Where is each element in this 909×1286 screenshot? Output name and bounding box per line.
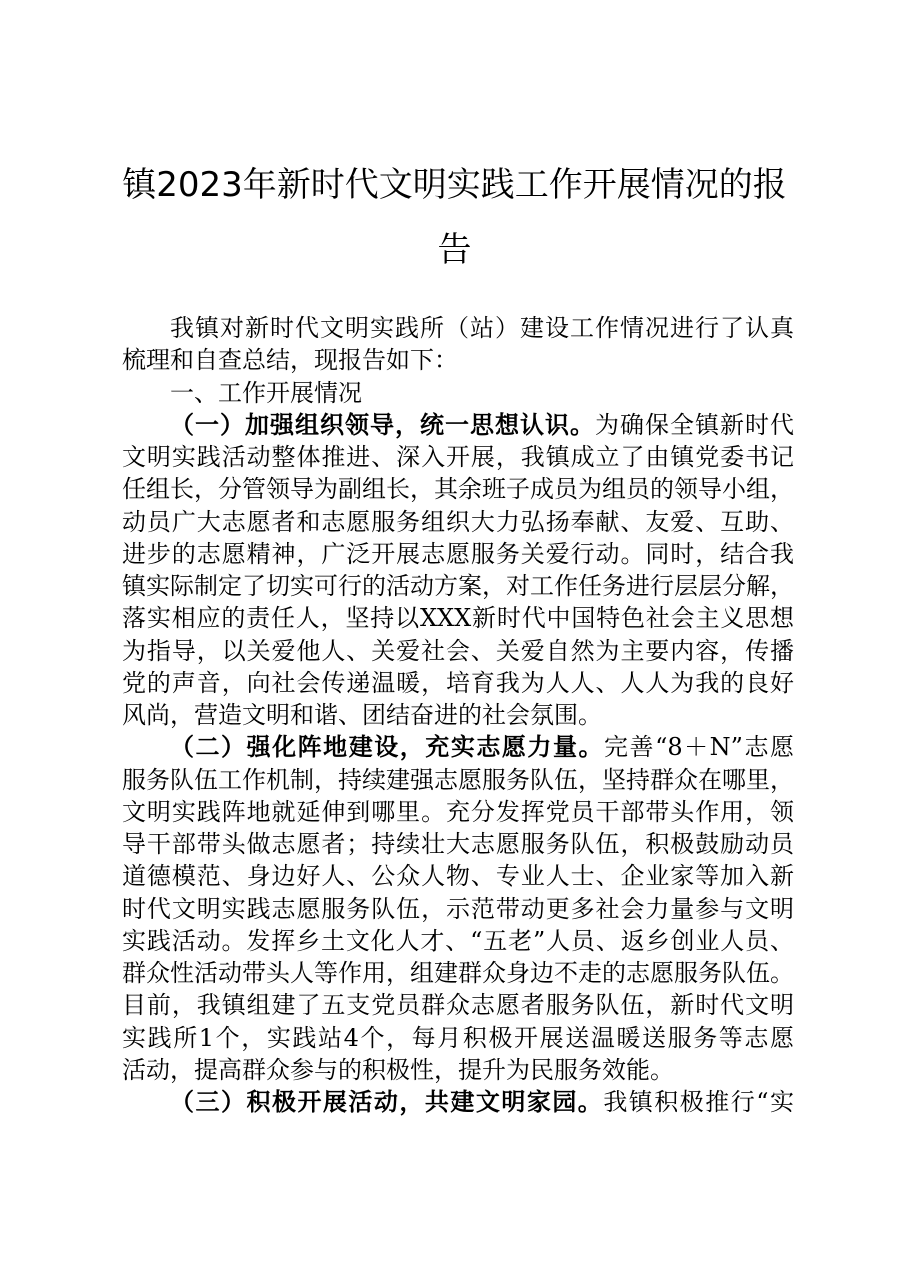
body-line — [122, 635, 794, 667]
body-line — [122, 441, 794, 473]
body-line-text: 完善“8＋N”志愿 — [604, 733, 795, 761]
subsection-lead: （二）强化阵地建设，充实志愿力量。 — [170, 732, 605, 761]
body-line-text: 梳理和自查总结，现报告如下： — [122, 346, 458, 374]
body-line-text: 风尚，营造文明和谐、团结奋进的社会氛围。 — [122, 701, 602, 729]
body-line-text: 实践所1个，实践站4个，每月积极开展送温暖送服务等志愿 — [122, 1024, 794, 1052]
body-line-text: 文明实践阵地就延伸到哪里。充分发挥党员干部带头作用，领 — [122, 798, 794, 826]
body-line-text: 导干部带头做志愿者；持续壮大志愿服务队伍，积极鼓励动员 — [122, 830, 794, 858]
body-line-text: 活动，提高群众参与的积极性，提升为民服务效能。 — [122, 1056, 674, 1084]
body-line-text: 我镇积极推行“实 — [603, 1088, 794, 1116]
body-line — [170, 312, 794, 344]
body-line-text: 任组长，分管领导为副组长，其余班子成员为组员的领导小组， — [122, 475, 794, 503]
body-line — [122, 989, 794, 1021]
body-line-text: 道德模范、身边好人、公众人物、专业人士、企业家等加入新 — [122, 862, 794, 890]
body-line — [122, 796, 794, 828]
body-line-text: 我镇对新时代文明实践所（站）建设工作情况进行了认真 — [170, 314, 794, 342]
body-line-text: 为指导，以关爱他人、关爱社会、关爱自然为主要内容，传播 — [122, 637, 794, 665]
body-line — [122, 570, 794, 602]
body-line — [122, 602, 794, 634]
body-line — [122, 1022, 794, 1054]
body-line-text: 进步的志愿精神，广泛开展志愿服务关爱行动。同时，结合我 — [122, 540, 794, 568]
body-line — [122, 860, 794, 892]
body-line — [122, 667, 794, 699]
body-line — [122, 925, 794, 957]
body-line — [170, 1086, 794, 1118]
body-line-text: 党的声音，向社会传递温暖，培育我为人人、人人为我的良好 — [122, 669, 794, 697]
section-heading — [170, 377, 794, 409]
body-line-text: 文明实践活动整体推进、深入开展，我镇成立了由镇党委书记 — [122, 443, 794, 471]
body-line-text: 时代文明实践志愿服务队伍，示范带动更多社会力量参与文明 — [122, 895, 794, 923]
body-line — [122, 764, 794, 796]
body-line-text: 动员广大志愿者和志愿服务组织大力弘扬奉献、友爱、互助、 — [122, 508, 794, 536]
body-line-text: 一、工作开展情况 — [170, 379, 362, 407]
body-line — [122, 893, 794, 925]
body-line — [122, 344, 794, 376]
body-line — [122, 473, 794, 505]
body-line — [122, 538, 794, 570]
document-title-line-2: 告 — [437, 230, 472, 270]
body-line-text: 为确保全镇新时代 — [595, 411, 794, 439]
subsection-lead: （三）积极开展活动，共建文明家园。 — [170, 1087, 604, 1116]
body-line-text: 服务队伍工作机制，持续建强志愿服务队伍，坚持群众在哪里， — [122, 766, 794, 794]
body-line — [122, 1054, 794, 1086]
subsection-lead: （一）加强组织领导，统一思想认识。 — [170, 410, 595, 439]
body-line — [122, 828, 794, 860]
body-line-text: 落实相应的责任人，坚持以XXX新时代中国特色社会主义思想 — [122, 604, 794, 632]
body-line — [122, 506, 794, 538]
body-line — [170, 409, 794, 441]
body-line-text: 目前，我镇组建了五支党员群众志愿者服务队伍，新时代文明 — [122, 991, 794, 1019]
body-line-text: 实践活动。发挥乡土文化人才、“五老”人员、返乡创业人员、 — [122, 927, 794, 955]
body-line — [170, 731, 794, 763]
body-line-text: 镇实际制定了切实可行的活动方案，对工作任务进行层层分解， — [122, 572, 794, 600]
document-title-line-1: 镇2023年新时代文明实践工作开展情况的报 — [122, 165, 787, 205]
body-line — [122, 699, 794, 731]
body-line — [122, 957, 794, 989]
body-line-text: 群众性活动带头人等作用，组建群众身边不走的志愿服务队伍。 — [122, 959, 794, 987]
